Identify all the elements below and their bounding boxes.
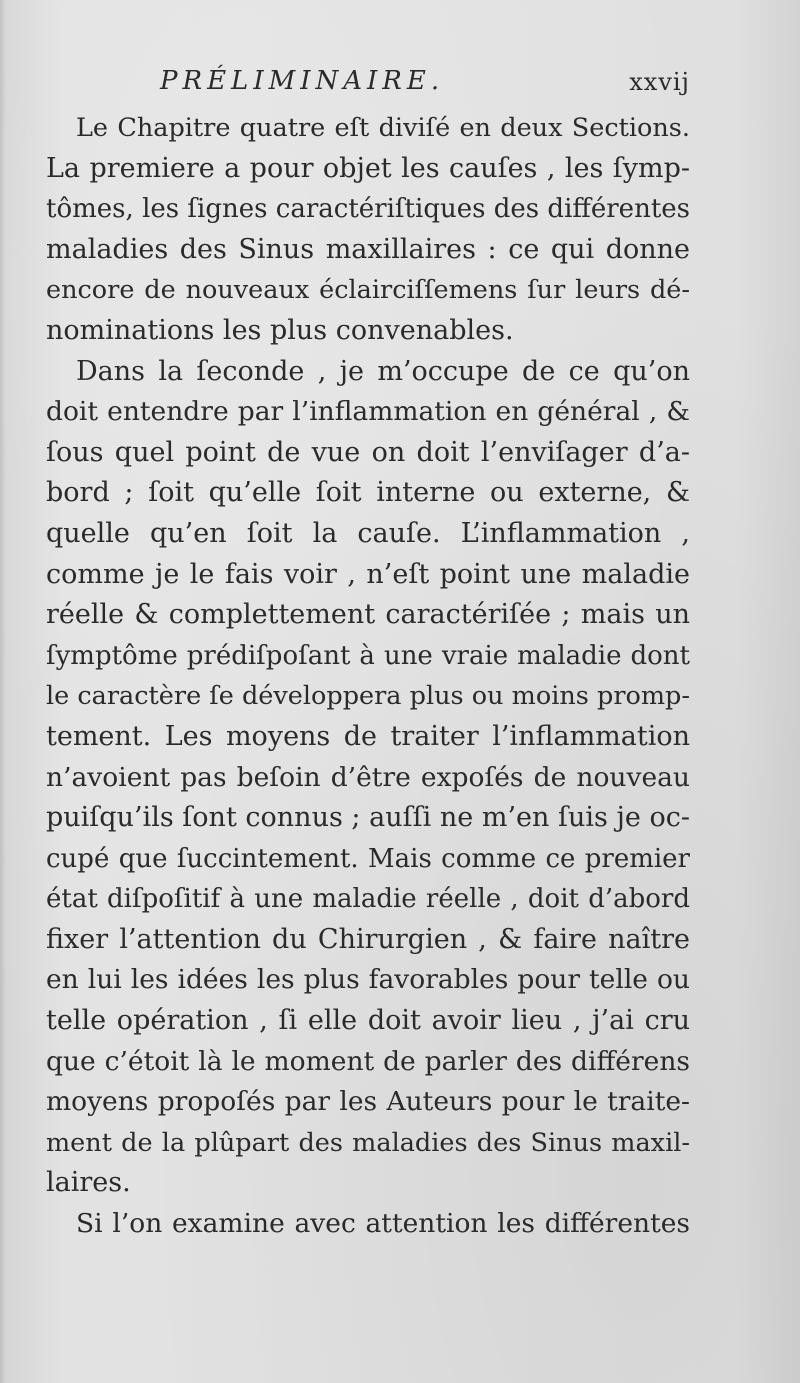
text-line: quelle qu’en ſoit la cauſe. L’inflammation , <box>46 517 690 549</box>
text-line: La premiere a pour objet les cauſes , les ſymp- <box>46 152 690 184</box>
text-line: Dans la ſeconde , je m’occupe de ce qu’on <box>76 355 690 387</box>
running-title: PRÉLIMINAIRE. <box>160 66 445 96</box>
text-line: telle opération , ſi elle doit avoir lieu , j’ai cru <box>46 1005 690 1037</box>
text-line: puiſqu’ils ſont connus ; auſſi ne m’en ſuis je oc- <box>46 802 690 834</box>
text-line: comme je le fais voir , n’eſt point une maladie <box>46 558 690 590</box>
text-line: doit entendre par l’inflammation en général , & <box>46 396 690 428</box>
text-line: ſymptôme prédiſpoſant à une vraie maladie dont <box>46 640 690 671</box>
text-line: encore de nouveaux éclairciſſemens ſur leurs dé- <box>46 275 690 306</box>
text-line: en lui les idées les plus favorables pour telle ou <box>46 964 690 996</box>
text-line: fixer l’attention du Chirurgien , & faire naître <box>46 923 690 955</box>
page-edge-shadow <box>0 0 6 1383</box>
text-line: que c’étoit là le moment de parler des différens <box>46 1045 690 1077</box>
text-line: cupé que ſuccintement. Mais comme ce premier <box>46 843 690 874</box>
text-line: tômes, les ſignes caractériſtiques des différentes <box>46 194 690 225</box>
text-line: ment de la plûpart des maladies des Sinus maxil- <box>46 1127 690 1158</box>
text-line: réelle & complettement caractériſée ; mais un <box>46 599 690 631</box>
page-number: xxvij <box>629 68 690 96</box>
text-line: moyens propoſés par les Auteurs pour le traite- <box>46 1086 690 1118</box>
text-line: n’avoient pas beſoin d’être expoſés de nouveau <box>46 761 690 793</box>
text-line: ſous quel point de vue on doit l’enviſager d’a- <box>46 436 690 468</box>
body-text <box>46 108 690 1245</box>
text-line: nominations les plus convenables. <box>46 314 514 346</box>
text-line: le caractère ſe développera plus ou moins promp- <box>46 681 690 712</box>
text-line: Le Chapitre quatre eſt diviſé en deux Sections. <box>76 113 690 143</box>
text-line: bord ; ſoit qu’elle ſoit interne ou externe, & <box>46 477 690 509</box>
text-line: état diſpoſitif à une maladie réelle , doit d’abord <box>46 884 690 915</box>
text-line: Si l’on examine avec attention les différentes <box>76 1208 690 1240</box>
text-line: maladies des Sinus maxillaires : ce qui donne <box>46 233 690 265</box>
page-header <box>160 66 690 106</box>
text-line: laires. <box>46 1167 131 1199</box>
text-line: tement. Les moyens de traiter l’inflammation <box>46 720 690 752</box>
